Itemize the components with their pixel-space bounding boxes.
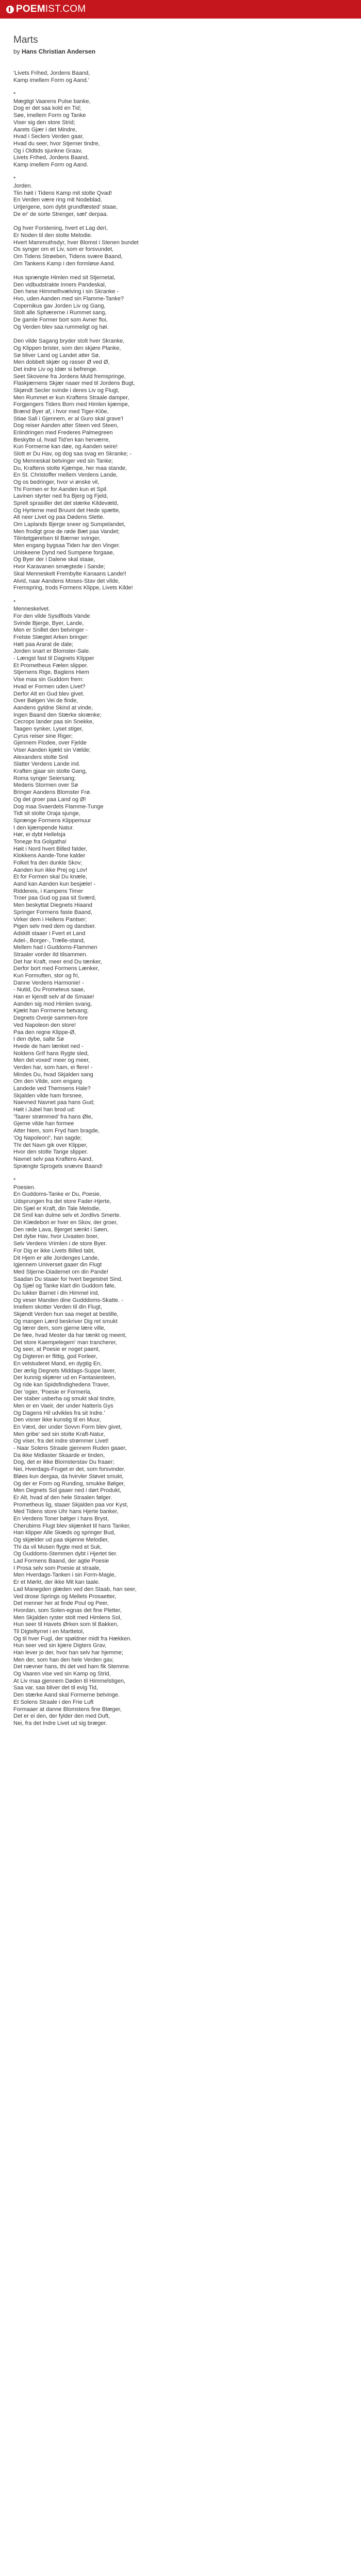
poem-line: Din Sjæl er Kraft, din Tale Melodie, — [13, 1205, 101, 1212]
poem-line: Hvo, uden Aanden med sin Flamme-Tanke? — [13, 296, 124, 302]
poem-line: For Dig er ikke Livets Billed tabt, — [13, 1247, 95, 1254]
site-header — [0, 0, 361, 19]
poem-line: Du lukker Barnet i din Himmel ind, — [13, 1290, 100, 1296]
poem-line: Hvede de ham lænket ned - — [13, 1043, 84, 1049]
poem-line: Men er en Vaeir, der under Natteris Gys — [13, 1402, 113, 1409]
poem-line: Tidt sit stolte Oraja sjunge, — [13, 810, 80, 817]
poem-line: En Væxt, der under Sovvn Form blev givet, — [13, 1424, 122, 1430]
poem-line: Hun seer ved sin kjære Digters Grav, — [13, 1642, 107, 1649]
poem-line: De er' de sorte Strenger, sæt' derpaa. — [13, 211, 108, 217]
author-line — [13, 47, 349, 56]
poem-line: Og Sjæl og Tanke klart din Guddom føle, — [13, 1283, 116, 1290]
poem-line: Lad Manegden glæden ved den Staab, han seer, — [13, 1586, 137, 1592]
poem-line: Er Alt, hvad af den hele Straalen følger. — [13, 1494, 112, 1501]
poem-line: Poesien. — [13, 1184, 36, 1191]
poem-line: Til Digteltyrret i en Marttetol, — [13, 1628, 85, 1635]
poem-line: En Verden være ring mit Nodeblad, — [13, 197, 102, 204]
poem-line: Tiin høit i Tidens Kamp mit stolte Qvad! — [13, 190, 112, 196]
poem-line: En velstuderet Mand, en dygtig En, — [13, 1360, 102, 1367]
poem-line: Det menner her at finde Poul og Peer, — [13, 1600, 109, 1607]
poem-line: Men Rummet er kun Kraftens Straale damper, — [13, 394, 129, 401]
poem-line: Fremspring, trods Formens Klippe, Livets Kilde! — [13, 585, 133, 591]
poem-line: Derfor Alt en Gud blev givet. — [13, 690, 85, 697]
poem-line: Virker dem i Hellens Pantser; — [13, 916, 87, 923]
poem-line: Frelste Slægtet Arken bringer: — [13, 634, 89, 640]
poem-line: Dit Smil kan dulme selv et Jordlivs Smerte. — [13, 1212, 121, 1219]
poem-line: Hun seer til Havets Ørken som til Bakken, — [13, 1621, 119, 1628]
poem-line: Riddereis, i Kampens Timer — [13, 888, 84, 894]
poem-line: Brænd Byer af, i hvor med Tiger-Klöe, — [13, 409, 109, 415]
poem-line: Navnet selv paa Kraftens Aand, — [13, 1156, 93, 1162]
poem-line: Og mangen Lærd beskriver Dig ret smukt — [13, 1318, 118, 1325]
poem-line: * — [13, 91, 16, 98]
poem-line: Toneде fra Golgatha! — [13, 838, 67, 845]
poem-line: Eriindringen med Frederes Palmegreen — [13, 430, 113, 436]
poem-line: Slott er Du Hav, og dog saa svag en Skranke; - — [13, 451, 132, 457]
poem-line: Den stærke Aand skal Formerne betvinge. — [13, 1692, 120, 1699]
poem-line: Dog, det er ikke Blomsterstav Du fraaer; — [13, 1459, 114, 1466]
poem-line: Danne Verdens Harmonie! - — [13, 979, 84, 986]
poem-line: Og hver Forstening, hvert et Lag deri, — [13, 225, 108, 232]
site-logo[interactable] — [6, 3, 86, 15]
poem-line: For den vilde Sysdflods Vande — [13, 613, 90, 619]
poem-line: Flaskjærnens Skjær naaer med til Jordens Bugt, — [13, 380, 135, 387]
poem-line: Ingen Baand den Stærke skrænke; — [13, 711, 102, 718]
poem-line: Forgjengers Tiders Born med Himlen kjæmpe, — [13, 401, 129, 408]
poem-line: Nei, fra det Indre Livet ud sig bræger. — [13, 1720, 107, 1726]
poem-line: Tilintetgjørelsen til Bærner svinger, — [13, 535, 101, 542]
poem-line: I Prosa selv som Poesie at straale, — [13, 1565, 101, 1571]
poem-line: Dog maa Svaerdets Flamme-Tunge — [13, 803, 104, 810]
poem-line: Urtjergene, som dybt grundfæsted' staae, — [13, 204, 118, 211]
poem-line: I den kjæmpende Natur. — [13, 824, 74, 831]
poem-line: Kjækt han Formerne betvang; — [13, 1008, 89, 1014]
poem-line: Høit paa Ararat de dale; — [13, 641, 74, 648]
poem-line: Dit Hjem er alle Jordenges Lande, — [13, 1255, 100, 1261]
poem-line: Hvert Mammuthsdyr, hver Blomst i Stenen bundet — [13, 239, 139, 246]
poem-line: Stiae Sali i Gjennem, er al Guro skal grave'! — [13, 415, 124, 422]
poem-line: Dog er det saa kold en Tid; — [13, 105, 81, 112]
poem-line: Straaler vorder Ild tilsammen. — [13, 951, 88, 958]
poem-line: Alvid, naar Aandens Moses-Stav det vilde, — [13, 578, 120, 584]
poem-line: Udsprungen fra det store Fader-Hjerte, — [13, 1198, 111, 1205]
poem-line: Alexanders stolte Snil — [13, 754, 68, 760]
poem-line — [13, 84, 349, 91]
poem-line: Aanden kun ikke Prej og Lov! — [13, 867, 88, 873]
author-prefix: by — [13, 48, 20, 55]
poem-line: Er Noden til den stolte Melodie. — [13, 232, 92, 239]
poem-line: Springer Formens faste Baand, — [13, 909, 92, 916]
poem-line: Lad Formens Baand, der agtie Poesie — [13, 1558, 109, 1565]
poem-line: Er et Mørkt, der ikke Mit kan taale. — [13, 1579, 100, 1586]
poem-line: Der kunnig skjærer ud en Fantasiesteen, — [13, 1375, 116, 1381]
poem-body — [13, 70, 349, 1727]
poem-line: Troer paa Gud og paa sit Sværd, — [13, 895, 96, 902]
poem-line: Svinde Bjerge, Byer, Lande, — [13, 620, 84, 626]
poem-line: Hvad er Formen uden Livet? — [13, 683, 86, 690]
poem-line: Livets Frihed, Jordens Baand, — [13, 155, 89, 161]
poem-line: Hvor Karavanen smægtede i Sande; — [13, 564, 105, 570]
poem-line: Om den Vilde, som engang — [13, 1078, 83, 1085]
poem-line: Sprængte Sprogets snævre Baand! — [13, 1163, 103, 1170]
poem-line — [13, 267, 349, 275]
poem-line: De gamle Former bort som Avner floi, — [13, 317, 108, 324]
poem-line: Gjennem Flodee, over Fjelde — [13, 740, 87, 747]
poem-line: Naevned Navnet paa hans Gud; — [13, 1099, 95, 1106]
poem-line: Om Tidens Strøeben, Tidens svære Baand, — [13, 253, 123, 260]
poem-line: - Naar Solens Straale gjennem Ruden gaaer, — [13, 1445, 127, 1452]
poem-line: Derfor bort med Formens Lænker, — [13, 965, 100, 972]
poem-line: Men er Snillet den betvinger - — [13, 627, 88, 634]
poem-line: Den hese Himmelhvælving i sin Skranke - — [13, 289, 119, 295]
poem-line: * — [13, 176, 16, 182]
poem-line: Mellem had i Guddoms-Flammen — [13, 944, 97, 951]
poem-line: Hvad i Seclers Verden gaar, — [13, 133, 84, 140]
poem-line: Og Dagens Hil udvikles fra sit Indre.' — [13, 1410, 105, 1416]
logo-mark-icon — [6, 6, 14, 13]
poem-line: Og ride kan Spidsfindighedens Traver, — [13, 1381, 110, 1388]
poem-line: Mægtigt Vaarens Pulse banke, — [13, 98, 91, 105]
poem-line: Og Verden blev saa rummeligt og høi. — [13, 324, 109, 330]
poem-line: * — [13, 1177, 16, 1183]
poem-line: Slatter Verdens Lande ind. — [13, 761, 80, 768]
poem-line: Og Menneskat betvinger ved sin Tanke; — [13, 457, 113, 464]
poem-line: Der staber usberha og smukt skal tindre, — [13, 1396, 116, 1402]
poem-line: En Verdens Toner bølger i hans Bryst, — [13, 1515, 109, 1522]
poem-line: Et Solens Straale i den Frie Luft — [13, 1699, 94, 1705]
poem-line: Men Hverdags-Tanken i sin Form-Magie, — [13, 1572, 116, 1579]
poem-line: Pigen selv med dem og dandser. — [13, 923, 96, 930]
poem-line: Os synger om et Liv, som er forsvundet, — [13, 246, 114, 253]
poem-line: Det er ei den, der fylder den med Duft, — [13, 1713, 110, 1720]
poem-title: Marts — [13, 35, 38, 45]
poem-line: Hvad du seer, hvor Stjerner tindre, — [13, 140, 100, 147]
poem-line: 'Taarer strømmed' fra hans Øie, — [13, 1113, 93, 1120]
poem-line: Klokkens Aande-Tone kalder — [13, 853, 86, 859]
poem-line: Høit i Jubel han brod ud: — [13, 1107, 75, 1113]
author-link[interactable]: Hans Christian Andersen — [22, 48, 95, 55]
poem-line: Den visner ikke kunstig til en Muur, — [13, 1417, 101, 1423]
poem-line: Seet Skovene fra Jordens Muld fremspringe, — [13, 373, 126, 380]
poem-line: Gjerne vilde han formee — [13, 1121, 74, 1127]
poem-line: Og til hver Fugl, der spøldner midt fra Hækken. — [13, 1635, 132, 1642]
poem-line: Landede ved Themsens Hale? — [13, 1086, 91, 1092]
poem-line: Men frodigt groe de røde Bæt paa Vandet; — [13, 528, 120, 535]
poem-line: Skjøndt Verden hun saa meget at bestille, — [13, 1311, 119, 1317]
poem-line: Aanden sig mod Himlen svang, — [13, 1001, 92, 1007]
poem-line: - Længst fast til Dagnets Klipper — [13, 655, 94, 662]
poem-line: Da ikke Midlaster Skaarde er tinden, — [13, 1452, 105, 1459]
poem-line: Men Skjalden ryster stolt med Himlens Sol, — [13, 1614, 122, 1621]
poem-line: Thi Formen er for Aanden kun et Spil. — [13, 486, 108, 493]
poem-line: Adskilt staaer i Fvert et Land — [13, 930, 86, 937]
poem-line: 'Og Napoleon!', han sagde; — [13, 1134, 82, 1141]
poem-line: Men Degnets Sol gaaer ned i dørt Produkt, — [13, 1487, 122, 1494]
poem-line: Ved Napoleon den store! — [13, 1022, 76, 1028]
poem-content — [13, 34, 349, 1727]
poem-line: Folket fra den dunkle Skov; — [13, 860, 83, 866]
poem-line: Selv Verdens Vrimlen i de store Byer. — [13, 1241, 107, 1247]
poem-line: Med Tidens store Uhr hans Hjerte banker, — [13, 1509, 119, 1515]
poem-line: Atter hiem, som Fryd ham bragde, — [13, 1128, 100, 1134]
poem-line: Kraften gjaar sin stolte Gang, — [13, 768, 87, 775]
poem-line: Der 'ogier, 'Poesie er Formerla, — [13, 1388, 92, 1395]
poem-line: Jorden snart er Blomster-Sale. — [13, 648, 91, 655]
poem-line: Menneskelvet. — [13, 606, 50, 613]
poem-line: Thi det Navn gik over Klipper, — [13, 1142, 88, 1148]
poem-line: Men der, som han den hele Verden gav, — [13, 1656, 114, 1663]
poem-line — [13, 169, 349, 176]
poem-line: I den dybe, salte Sø — [13, 1036, 64, 1043]
poem-line: Lavinen styrter ned fra Bjerg og Fjeld, — [13, 493, 108, 500]
poem-line: Sprænge Formens Klippemuur — [13, 817, 91, 824]
poem-line: Om Laplands Bjerge sneer og Sumpelandet, — [13, 521, 126, 528]
poem-line: Han klipper Alle Skæds og springer Bud, — [13, 1530, 116, 1536]
poem-line: Nei, Hverdags-Fruget er det, som forsvinder. — [13, 1466, 126, 1473]
poem-line: Søe, imellem Form og Tanke — [13, 112, 86, 119]
poem-line: Stjernens Rige, Baglens Hiem — [13, 669, 89, 676]
poem-line — [13, 592, 349, 599]
poem-line: Og viser, fra det indre strømmer Livet! — [13, 1438, 109, 1445]
poem-line — [13, 1170, 349, 1177]
poem-line: Dog reiser Aanden atter Steen ved Steen, — [13, 422, 119, 429]
poem-line: Hvordan, som Solen-egnas det fine Pletter, — [13, 1607, 122, 1614]
poem-line: Høit i Nord hvert Billed falder, — [13, 845, 88, 852]
poem-line: Aandens gyldne Skind at vinde, — [13, 704, 93, 711]
poem-line: Uniskeene Dynd ned Sumpene forgaae, — [13, 549, 114, 556]
poem-line: Noldens Grif hans Rygte sled, — [13, 1050, 89, 1057]
poem-line: Du, Kraftens stolte Kjæmpe, her maa stande, — [13, 465, 127, 471]
poem-line: Saa var, saa bliver det til evig Tid, — [13, 1685, 98, 1691]
poem-line: Verden har, som ham, ei flere! - — [13, 1064, 93, 1071]
poem-line: Copernikus gav Jorden Liv og Gang, — [13, 302, 106, 309]
poem-line: Et for Formen skal Du knæle, — [13, 874, 88, 880]
poem-line: Hus sprængte Himlen med sit Stjernetal, — [13, 274, 116, 281]
poem-line: Degnets Overje sammen-fore — [13, 1015, 88, 1022]
poem-line: En Guddoms-Tanke er Du, Poesie, — [13, 1191, 101, 1198]
poem-line: Kun Formerne kan døe, og Aanden seire! — [13, 444, 118, 450]
poem-line: Aand kan Aanden kun besjæle! - — [13, 881, 96, 888]
poem-line: Og der er Form og Runding, smukke Bølger, — [13, 1480, 125, 1487]
poem-line: Din Klædebon er hver en Skov, der groer, — [13, 1219, 118, 1226]
poem-line: Det har Kraft, meer end Du tænker, — [13, 958, 102, 965]
poem-line: Og os bedringer, hvor vi ønske vil, — [13, 479, 100, 485]
poem-line: Cecrops lander paa sin Snekke, — [13, 719, 94, 725]
poem-line: Adel-, Borger-, Trælle-stand, — [13, 937, 85, 944]
poem-line: Ved drose Springs og Mellets Prosaetter, — [13, 1593, 117, 1600]
poem-line: Over Bølgen Vei de finde, — [13, 698, 78, 704]
poem-line: Han er kjendt selv af de Smaae! — [13, 994, 94, 1001]
poem-line: Stolt alle Sphærerne i Rummet sang, — [13, 310, 107, 316]
poem-line: Formaaer at danne Blomstens fine Blæger, — [13, 1706, 122, 1713]
poem-line: Skjalden vilde ham forsnee, — [13, 1092, 84, 1099]
poem-line: Taagen synker, Lyset stiger, — [13, 725, 84, 732]
poem-line: - Nutid, Du Prometeus saae, — [13, 987, 85, 993]
poem-line: Jorden. — [13, 183, 32, 189]
poem-line: Og Hyrterne med Bruunt det Hede spætte, — [13, 507, 121, 514]
poem-line: Prometheus lig, staaer Skjalden paa vor Kyst, — [13, 1501, 128, 1508]
poem-line: Men beskyttat Diegnets Hiaand — [13, 902, 92, 909]
poem-line: Hør, ei dybt Hellelsja — [13, 832, 65, 838]
poem-line: Men dobbelt skjær og rasser Ø ved Ø, — [13, 359, 110, 366]
poem-line: Cherubims Flugt blev skjænket til hans Tanker, — [13, 1522, 131, 1529]
poem-line: Paa den regne Klippe-Ø, — [13, 1029, 76, 1036]
poem-line: Men engang bygsaa Tiden har den Vinger. — [13, 543, 121, 549]
poem-line: Den vidbudstrakte Inners Pandeskal, — [13, 281, 106, 288]
poem-line: En St. Christoffer mellem Verdens Lande, — [13, 472, 118, 479]
poem-line: Bringer Aandens Blomster Frø. — [13, 789, 92, 796]
poem-line: Og skjælder ud paa skjønne Melodier, — [13, 1537, 109, 1543]
poem-line: Og Klippen brister, som den skjøre Planke, — [13, 345, 121, 351]
poem-line: Og Vaaren vise ved sin Kamp og Strid, — [13, 1671, 111, 1677]
poem-line: Vise maa sin Guddom frem: — [13, 676, 84, 683]
poem-line: Og seer, at Poesie er noget paent, — [13, 1346, 100, 1353]
poem-line: Imellem skotter Verden til din Flugt, — [13, 1304, 102, 1311]
poem-line: Han lever jo der, hvor han selv har hjemme; — [13, 1650, 123, 1656]
poem-line: Skjøndt Secler svinde i deres Liv og Flugt, — [13, 387, 120, 394]
poem-line: Kun Formuften, stor og fri, — [13, 973, 79, 979]
poem-line: Og veser Manden dine Gudddoms-Skatte. - — [13, 1297, 123, 1303]
poem-line: De fæe, hvad Mester da har tænkt og meent, — [13, 1332, 127, 1339]
poem-line: Det indre Liv og Idær si befrengе. — [13, 366, 98, 372]
logo-suffix: IST.COM — [45, 4, 86, 14]
poem-line: Det dybe Hav, hvor Livaaten boer, — [13, 1233, 99, 1240]
poem-line: Der ærlig Degnets Middags-Suppe laver, — [13, 1367, 116, 1374]
poem-line: Og Digteren er flittig, god Forleer, — [13, 1353, 97, 1360]
poem-line: Men gribe' sed sin stolte Kraft-Natur, — [13, 1431, 105, 1437]
poem-line: Thi da vil Musen flygte med et Suk, — [13, 1544, 102, 1550]
poem-line: Roma synger Seiersang; — [13, 775, 76, 782]
poem-line: At Liv maa gjennem Døden til Himmelstigen, — [13, 1677, 126, 1684]
poem-line: Aarets Gjær i det Mindre, — [13, 126, 77, 133]
poem-line: Den røde Lava, Bjerget sænkt i Søen, — [13, 1226, 109, 1233]
poem-line: Beskytte ul, hvad Tid'en kan herværre, — [13, 436, 110, 443]
poem-line: Cyrus reiser sine Riger; — [13, 733, 73, 739]
logo-text: POEM — [16, 4, 45, 14]
poem-line: Et Prometheus Fælen slipper. — [13, 662, 88, 669]
poem-line: Bløes kun dergaa, da hvirvler Støvet smukt, — [13, 1473, 124, 1480]
poem-line — [13, 218, 349, 225]
poem-line: Kamp imellem Form og Aand.' — [13, 77, 89, 83]
poem-line: Det store Kaempelegem' man trancherer, — [13, 1339, 117, 1346]
poem-line: Mederis Stormen over Sø — [13, 782, 78, 789]
poem-line: Sprelt sprasiller det det stærke Kildevæld, — [13, 500, 119, 506]
poem-line: Med Stjerne-Diademet om din Pande! — [13, 1268, 109, 1275]
poem-line: * — [13, 599, 16, 605]
poem-line: Mindes Du, hvad Skjalden sang — [13, 1071, 93, 1078]
poem-line: Saadan Du staaer for hvert begeistret Sind, — [13, 1276, 123, 1282]
poem-line: Igjennem Universet gaaer din Flugt — [13, 1262, 102, 1268]
poem-line — [13, 331, 349, 338]
poem-line: Og Guddoms-Stemmen dybt i Hjertet tier. — [13, 1551, 118, 1557]
poem-line: Det nævner hans, thi det ved ham fik Stemme. — [13, 1664, 130, 1670]
poem-line: Og lærer dem, som gjerne lære ville, — [13, 1325, 106, 1332]
poem-line: 'Livets Frihed, Jordens Baand, — [13, 70, 90, 76]
poem-line: Den vilde Sagang bryder stolt hver Skranke, — [13, 338, 125, 345]
poem-line: Kamp imellem Form og Aand. — [13, 161, 88, 168]
poem-line: Og det groer paa Land og Ø! — [13, 796, 86, 803]
poem-line: Sø bliver Land og Landet atter Sø, — [13, 352, 101, 359]
poem-line: Viser Aanden kjækt sin Vælde; — [13, 747, 91, 753]
poem-line: Hvor den stolte Tange slipper. — [13, 1149, 88, 1156]
poem-line: Skal Menneskelt Frembylte Kanaans Lande!! — [13, 570, 126, 577]
poem-line: Alt neer Livet og paa Dødens Slette. — [13, 514, 105, 521]
poem-line: Men det voxed' meer og meer, — [13, 1057, 90, 1064]
poem-line: Og Byer der i Dalene skal staae, — [13, 556, 95, 563]
poem-line: Om Tankens Kamp i den formløse Aand. — [13, 260, 116, 267]
poem-line: Og i Oldtids sjunkne Graav, — [13, 147, 83, 154]
poem-line: Viser sig den store Strid; — [13, 119, 75, 126]
